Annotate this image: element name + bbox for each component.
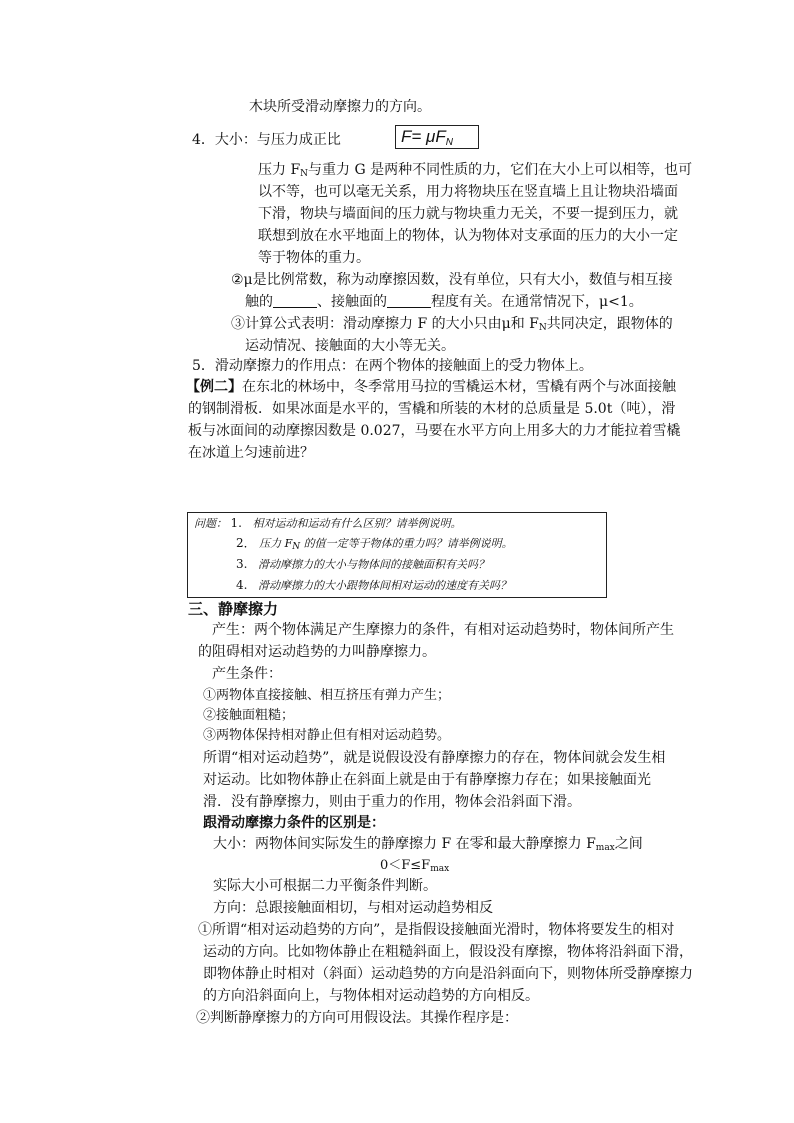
fill-in-blank	[387, 293, 431, 308]
question-text: 压力 F	[259, 537, 293, 550]
condition-2: ②接触面粗糙；	[203, 708, 295, 723]
formula-box	[395, 125, 479, 149]
question-3	[236, 556, 489, 573]
subscript: max	[595, 843, 615, 853]
text-line	[245, 292, 643, 312]
text-line	[213, 834, 643, 854]
text-line	[231, 314, 673, 334]
questions-box	[187, 512, 607, 598]
text-span: 程度有关。在通常情况下，μ<1。	[431, 294, 643, 310]
question-1	[194, 515, 461, 532]
text-line: ②μ是比例常数，称为动摩擦因数，没有单位，只有大小，数值与相互接	[231, 272, 673, 288]
inequality	[380, 856, 449, 876]
text-span: 0＜F≤F	[380, 858, 431, 873]
question-number: 3.	[236, 557, 248, 571]
text-span: 、接触面的	[317, 294, 387, 310]
text-line: 方向：总跟接触面相切，与相对运动趋势相反	[213, 900, 493, 916]
example-label: 【例二】	[186, 379, 242, 395]
text-span: 之间	[614, 836, 643, 852]
text-span: 触的	[245, 294, 273, 310]
questions-title: 问题：	[194, 517, 227, 530]
subscript: N	[538, 323, 547, 333]
heading-point: 5．滑动摩擦力的作用点：在两个物体的接触面上的受力物体上。	[192, 358, 593, 374]
text-line: 的阻碍相对运动趋势的力叫静摩擦力。	[198, 644, 436, 660]
question-number: 2．	[236, 536, 256, 550]
text-line: 联想到放在水平地面上的物体，认为物体对支承面的压力的大小一定	[258, 228, 678, 244]
text-line: 板与冰面间的动摩擦因数是 0.027，马要在水平方向上用多大的力才能拉着雪橇	[188, 423, 681, 439]
formula-text: F= μF	[401, 127, 446, 146]
question-text: 滑动摩擦力的大小跟物体间相对运动的速度有关吗？	[257, 579, 511, 592]
subscript: N	[300, 169, 309, 179]
question-4	[236, 577, 511, 594]
text-line: 对运动。比如物体静止在斜面上就是由于有静摩擦力存在；如果接触面光	[203, 772, 651, 788]
text-line: 即物体静止时相对（斜面）运动趋势的方向是沿斜面向下，则物体所受静摩擦力	[203, 966, 693, 982]
condition-3: ③两物体保持相对静止但有相对运动趋势。	[203, 728, 451, 743]
text-line: 产生条件：	[212, 666, 282, 682]
text-line: 运动情况、接触面的大小等无关。	[245, 338, 455, 354]
text-span: 共同决定，跟物体的	[546, 316, 673, 332]
text-line: 的方向沿斜面向上，与物体相对运动趋势的方向相反。	[203, 988, 539, 1004]
question-2	[236, 535, 513, 552]
fill-in-blank	[273, 293, 317, 308]
text-line: 等于物体的重力。	[258, 250, 370, 266]
subsection-title: 跟滑动摩擦力条件的区别是：	[203, 815, 385, 831]
text-line: ①所谓“相对运动趋势的方向”，是指假设接触面光滑时，物体将要发生的相对	[198, 922, 675, 938]
heading-size: 4．大小：与压力成正比	[192, 132, 341, 148]
question-text: 的值一定等于物体的重力吗？请举例说明。	[300, 537, 513, 550]
text-line: ②判断静摩擦力的方向可用假设法。其操作程序是：	[196, 1010, 518, 1026]
formula-subscript: N	[445, 137, 453, 148]
text-span: 大小：两物体间实际发生的静摩擦力 F 在零和最大静摩擦力 F	[213, 836, 596, 852]
text-line: 在冰道上匀速前进？	[188, 445, 314, 461]
text-span: 压力 F	[258, 162, 301, 178]
text-span: ③计算公式表明：滑动摩擦力 F 的大小只由μ和 F	[231, 316, 539, 332]
text-line: 实际大小可根据二力平衡条件判断。	[213, 878, 437, 894]
text-line: 运动的方向。比如物体静止在粗糙斜面上，假设没有摩擦，物体将沿斜面下滑，	[203, 944, 693, 960]
subscript: N	[292, 542, 301, 552]
text-line	[258, 160, 692, 180]
text-line: 的钢制滑板．如果冰面是水平的，雪橇和所装的木材的总质量是 5.0t（吨），滑	[188, 401, 676, 417]
question-text: 相对运动和运动有什么区别？请举例说明。	[252, 517, 462, 530]
question-number: 4.	[236, 578, 248, 592]
text-line: 产生：两个物体满足产生摩擦力的条件，有相对运动趋势时，物体间所产生	[212, 622, 674, 638]
question-number: 1.	[230, 516, 242, 530]
text-line: 木块所受滑动摩擦力的方向。	[249, 99, 431, 115]
text-line: 下滑，物块与墙面间的压力就与物块重力无关，不要一提到压力，就	[258, 206, 678, 222]
text-line: 所谓“相对运动趋势”，就是说假设没有静摩擦力的存在，物体间就会发生相	[203, 750, 666, 766]
text-span: 与重力 G 是两种不同性质的力，它们在大小上可以相等，也可	[308, 162, 693, 178]
text-line: 滑．没有静摩擦力，则由于重力的作用，物体会沿斜面下滑。	[203, 794, 581, 810]
subscript: max	[430, 864, 450, 874]
example-line	[186, 377, 676, 397]
text-span: 在东北的林场中，冬季常用马拉的雪橇运木材，雪橇有两个与冰面接触	[242, 379, 676, 395]
section-title: 三、静摩擦力	[188, 600, 279, 618]
condition-1: ①两物体直接接触、相互挤压有弹力产生；	[203, 688, 451, 703]
text-line: 以不等，也可以毫无关系，用力将物块压在竖直墙上且让物块沿墙面	[258, 184, 678, 200]
question-text: 滑动摩擦力的大小与物体间的接触面积有关吗？	[257, 558, 489, 571]
